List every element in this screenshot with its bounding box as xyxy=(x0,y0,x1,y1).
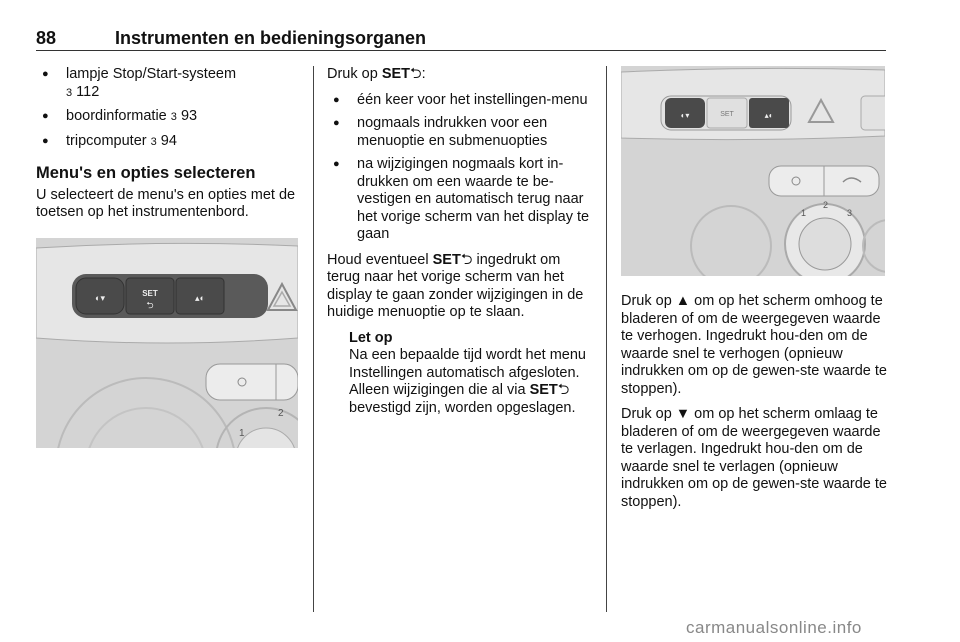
svg-text:◐▾: ◐▾ xyxy=(95,293,105,303)
dial-label: 2 xyxy=(278,408,284,419)
dial-label: 2 xyxy=(823,200,829,210)
list-item: ● tripcomputer 3 94 xyxy=(36,133,300,152)
page-title: Instrumenten en bedieningsorganen xyxy=(115,28,427,48)
set-key-label: SET xyxy=(432,251,461,268)
dashboard-buttons-illustration xyxy=(36,238,298,448)
column-2 xyxy=(327,66,593,417)
set-button-label: SET xyxy=(720,111,734,118)
paragraph: Houd eventueel SET⮌ ingedrukt om terug naar het vorige scherm van het display te gaan zonder wijzigingen in de huidige menuoptie op te slaan. xyxy=(327,251,584,320)
paragraph: Druk op ▼ om op het scherm omlaag te bladeren of om de weergegeven waarde te verlagen. Ingedrukt hou-den om de waarde snel te verlagen (opnieuw indrukken om op de gewen-ste waarde te stoppen). xyxy=(621,406,887,510)
list-item: ● één keer voor het instellingen-menu xyxy=(327,92,593,110)
list-item: ● boordinformatie 3 93 xyxy=(36,108,300,127)
list-item: ● lampje Stop/Start-systeem 3 112 xyxy=(36,66,300,102)
paragraph: Druk op SET⮌: xyxy=(327,66,426,82)
reference-arrow-icon: 3 xyxy=(170,111,177,123)
page-reference[interactable]: 112 xyxy=(76,83,100,100)
return-arrow-icon: ⮌ xyxy=(557,382,570,398)
reference-arrow-icon: 3 xyxy=(150,135,157,148)
list-item: ● nogmaals indrukken voor een menuoptie en submenuopties xyxy=(327,115,593,150)
page-header xyxy=(36,28,886,51)
bullet-list-1 xyxy=(36,66,300,151)
dial-label: 3 xyxy=(847,208,853,218)
bullet-list-2 xyxy=(327,92,593,244)
svg-text:▴◐: ▴◐ xyxy=(195,293,205,303)
set-key-label: SET xyxy=(529,382,558,398)
set-key-label: SET xyxy=(381,66,411,82)
return-arrow-icon: ⮌ xyxy=(410,66,422,82)
note-heading: Let op xyxy=(349,329,393,346)
paragraph: U selecteert de menu's en opties met de toetsen op het instrumentenbord. xyxy=(36,186,296,220)
paragraph: Druk op ▲ om op het scherm omhoog te bladeren of om de weergegeven waarde te verhogen. Ingedrukt hou-den om de waarde snel te verhogen (opnieuw indrukken om op de gewen-ste waarde te stoppen). xyxy=(621,293,887,397)
page-reference[interactable]: 94 xyxy=(160,132,177,149)
svg-text:◐▾: ◐▾ xyxy=(680,111,690,120)
return-arrow-icon: ⮌ xyxy=(460,251,473,268)
dial-label: 1 xyxy=(239,428,245,439)
reference-arrow-icon: 3 xyxy=(66,86,73,99)
section-heading: Menu's en opties selecteren xyxy=(36,164,256,182)
dial-label: 1 xyxy=(801,208,807,218)
list-item: ● na wijzigingen nogmaals kort in-drukken om een waarde te be-vestigen en automatisch terug naar het vorige scherm van het display te gaan xyxy=(327,156,593,244)
note-text: Na een bepaalde tijd wordt het menu Instellingen automatisch afgesloten. Alleen wijzigingen die al via SET⮌ bevestigd zijn, worden opgeslagen. xyxy=(349,347,586,416)
column-3 xyxy=(621,293,889,519)
svg-text:⮌: ⮌ xyxy=(146,300,154,310)
dashboard-drawing xyxy=(36,238,298,448)
note-box xyxy=(327,330,593,418)
column-1 xyxy=(36,66,300,230)
page-reference[interactable]: 93 xyxy=(180,108,198,124)
svg-text:▴◐: ▴◐ xyxy=(764,111,774,120)
column-divider-2 xyxy=(606,66,607,612)
watermark: carmanualsonline.info xyxy=(686,618,862,637)
column-divider-1 xyxy=(313,66,314,612)
page-number: 88 xyxy=(36,28,57,48)
dashboard-drawing xyxy=(621,66,885,276)
set-button-label: SET xyxy=(142,289,158,298)
dashboard-overview-illustration xyxy=(621,66,885,276)
